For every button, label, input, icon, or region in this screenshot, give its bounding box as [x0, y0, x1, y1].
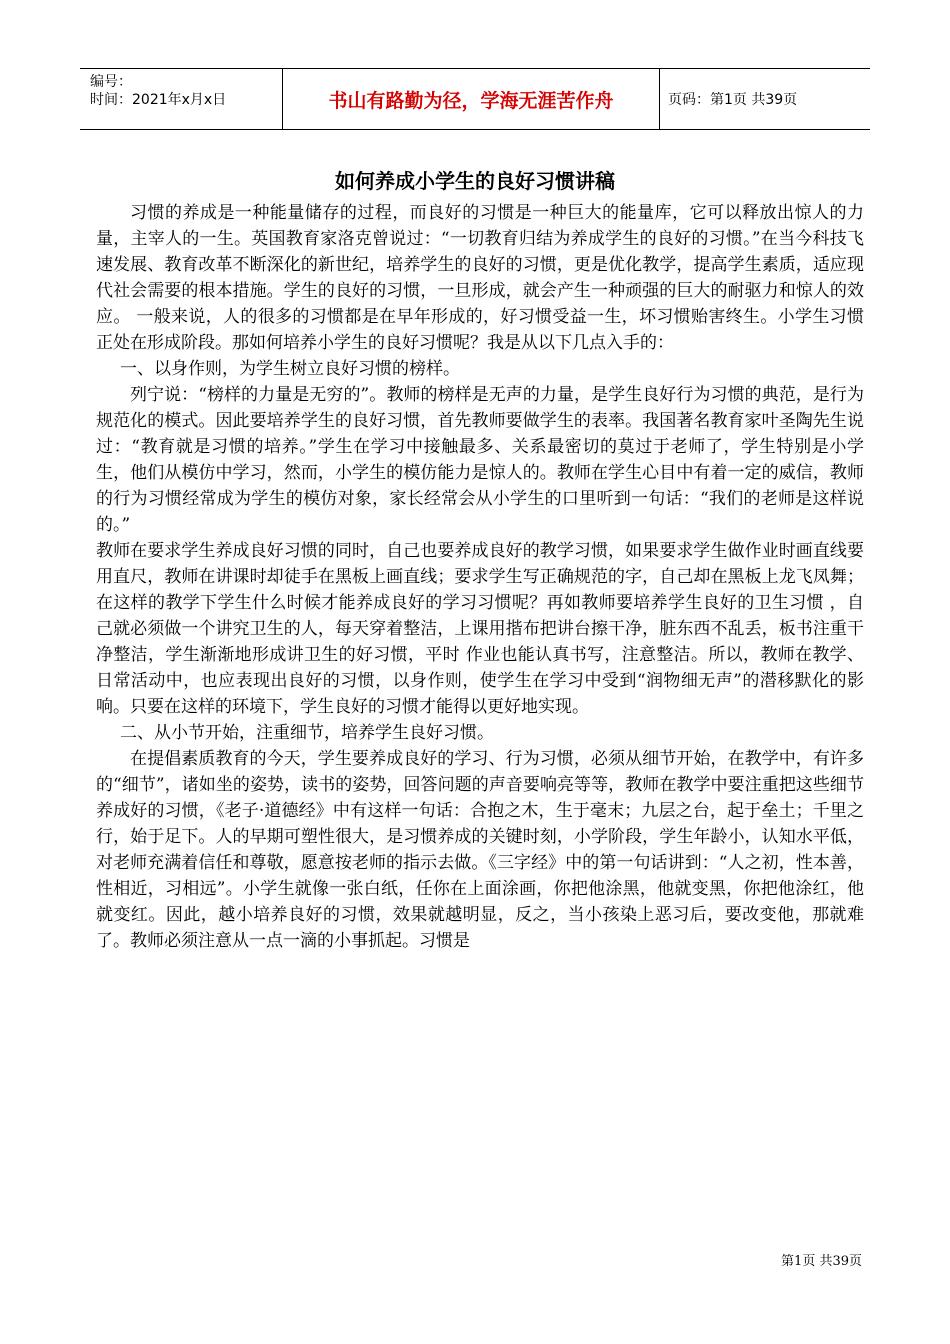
page-header	[80, 68, 870, 130]
intro-paragraph: 习惯的养成是一种能量储存的过程，而良好的习惯是一种巨大的能量库，它可以释放出惊人的力量，主宰人的一生。英国教育家洛克曾说过：“一切教育归结为养成学生的良好的习惯。”在当今科技飞速发展、教育改革不断深化的新世纪，培养学生的良好的习惯，更是优化教学，提高学生素质，适应现代社会需要的根本措施。学生的良好的习惯，一旦形成，就会产生一种顽强的巨大的耐驱力和惊人的效应。 一般来说，人的很多的习惯都是在早年形成的，好习惯受益一生，坏习惯贻害终生。小学生习惯正处在形成阶段。那如何培养小学生的良好习惯呢？我是从以下几点入手的：	[96, 203, 864, 353]
section-2-heading: 二、从小节开始，注重细节，培养学生良好习惯。	[120, 723, 494, 743]
section-1-paragraph-1: 列宁说：“榜样的力量是无穷的”。教师的榜样是无声的力量，是学生良好行为习惯的典范，是行为规范化的模式。因此要培养学生的良好习惯，首先教师要做学生的表率。我国著名教育家叶圣陶先生说过：“教育就是习惯的培养。”学生在学习中接触最多、关系最密切的莫过于老师了，学生特别是小学生，他们从模仿中学习，然而，小学生的模仿能力是惊人的。教师在学生心目中有着一定的威信，教师的行为习惯经常成为学生的模仿对象，家长经常会从小学生的口里听到一句话：“我们的老师是这样说的。”	[96, 385, 864, 535]
header-page-number: 页码：第1页 共39页	[668, 92, 798, 108]
document-title: 如何养成小学生的良好习惯讲稿	[335, 169, 615, 193]
header-motto: 书山有路勤为径，学海无涯苦作舟	[328, 89, 614, 112]
header-motto-cell	[282, 69, 660, 129]
section-1-paragraph-2: 教师在要求学生养成良好习惯的同时，自己也要养成良好的教学习惯，如果要求学生做作业时画直线要用直尺，教师在讲课时却徒手在黑板上画直线；要求学生写正确规范的字，自己却在黑板上龙飞凤舞；在这样的教学下学生什么时候才能养成良好的学习习惯呢？再如教师要培养学生良好的卫生习惯 ，自己就必须做一个讲究卫生的人，每天穿着整洁，上课用揩布把讲台擦干净，脏东西不乱丢，板书注重干净整洁，学生渐渐地形成讲卫生的好习惯，平时 作业也能认真书写，注意整洁。所以，教师在教学、日常活动中，也应表现出良好的习惯，以身作则，使学生在学习中受到“润物细无声”的潜移默化的影响。只要在这样的环境下，学生良好的习惯才能得以更好地实现。	[96, 541, 864, 717]
document-number-label: 编号：	[90, 74, 132, 90]
page-footer: 第1页 共39页	[781, 1254, 862, 1269]
document-time-label: 时间：2021年x月x日	[90, 92, 227, 108]
header-info	[80, 69, 280, 129]
section-2-paragraph-1: 在提倡素质教育的今天，学生要养成良好的学习、行为习惯，必须从细节开始，在教学中，有许多的“细节”，诸如坐的姿势，读书的姿势，回答问题的声音要响亮等等，教师在教学中要注重把这些细节养成好的习惯，《老子·道德经》中有这样一句话：合抱之木，生于毫末；九层之台，起于垒土；千里之行，始于足下。人的早期可塑性很大，是习惯养成的关键时刻，小学阶段，学生年龄小，认知水平低，对老师充满着信任和尊敬，愿意按老师的指示去做。《三字经》中的第一句话讲到：“人之初，性本善，性相近，习相远”。小学生就像一张白纸，任你在上面涂画，你把他涂黑，他就变黑，你把他涂红，他就变红。因此，越小培养良好的习惯，效果就越明显，反之，当小孩染上恶习后，要改变他，那就难了。教师必须注意从一点一滴的小事抓起。习惯是	[96, 749, 864, 951]
document-body	[96, 200, 864, 954]
section-1-heading: 一、以身作则，为学生树立良好习惯的榜样。	[120, 359, 460, 379]
